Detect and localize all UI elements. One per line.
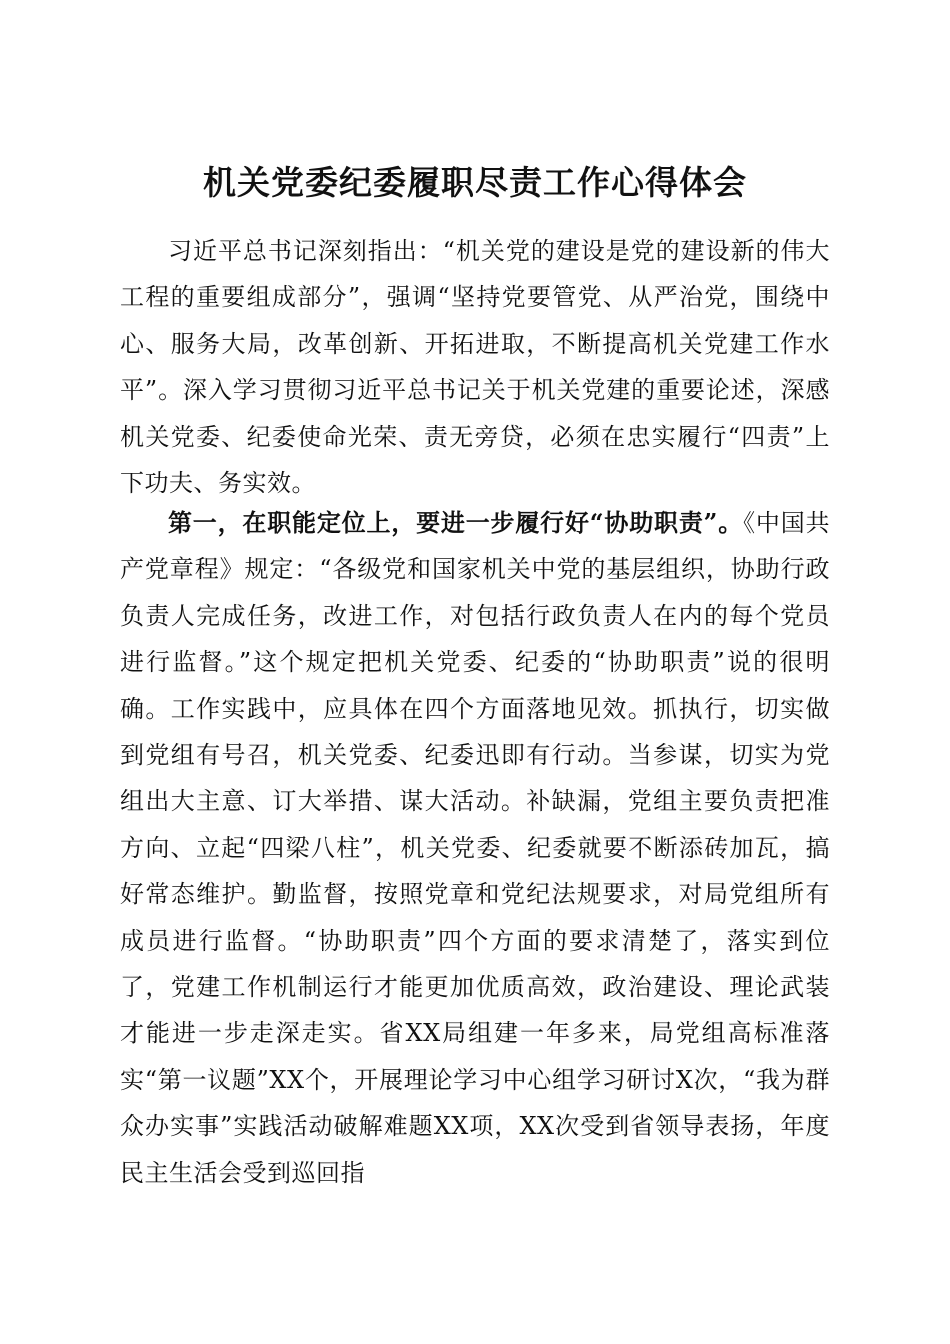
paragraph-first-point	[120, 500, 830, 1196]
paragraph-lead-sentence: 第一，在职能定位上，要进一步履行好“协助职责”。	[168, 508, 744, 537]
paragraph-body-text: 《中国共产党章程》规定：“各级党和国家机关中党的基层组织，协助行政负责人完成任务，改进工作，对包括行政负责人在内的每个党员进行监督。”这个规定把机关党委、纪委的“协助职责”说的很明确。工作实践中，应具体在四个方面落地见效。抓执行，切实做到党组有号召，机关党委、纪委迅即有行动。当参谋，切实为党组出大主意、订大举措、谋大活动。补缺漏，党组主要负责把准方向、立起“四梁八柱”，机关党委、纪委就要不断添砖加瓦，搞好常态维护。勤监督，按照党章和党纪法规要求，对局党组所有成员进行监督。“协助职责”四个方面的要求清楚了，落实到位了，党建工作机制运行才能更加优质高效，政治建设、理论武装才能进一步走深走实。省XX局组建一年多来，局党组高标准落实“第一议题”XX个，开展理论学习中心组学习研讨X次，“我为群众办实事”实践活动破解难题XX项，XX次受到省领导表扬，年度民主生活会受到巡回指	[120, 509, 831, 1187]
document-title: 机关党委纪委履职尽责工作心得体会	[203, 163, 747, 203]
paragraph-intro: 习近平总书记深刻指出：“机关党的建设是党的建设新的伟大工程的重要组成部分”，强调“坚持党要管党、从严治党，围绕中心、服务大局，改革创新、开拓进取，不断提高机关党建工作水平”。深入学习贯彻习近平总书记关于机关党建的重要论述，深感机关党委、纪委使命光荣、责无旁贷，必须在忠实履行“四责”上下功夫、务实效。	[120, 237, 830, 498]
